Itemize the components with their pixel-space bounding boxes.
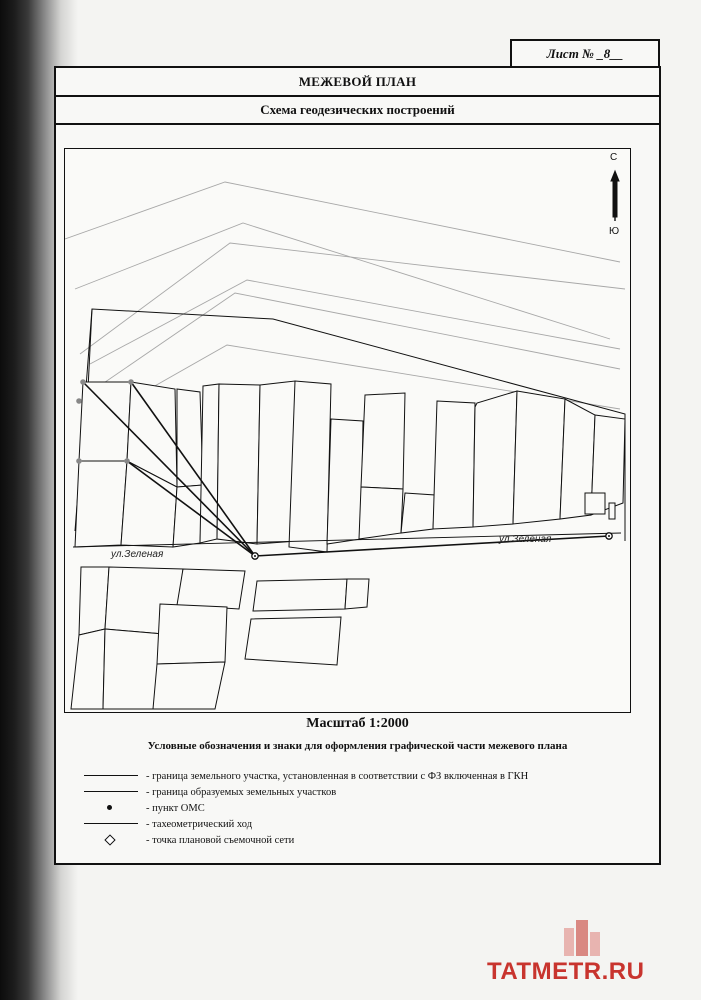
legend-item [84,800,654,816]
sheet-number: Лист № _8__ [510,39,660,68]
legend-text: - тахеометрический ход [146,818,253,830]
parcel [361,393,405,489]
parcel [177,389,203,487]
station-marker [254,555,256,557]
gray-boundary-3 [80,243,625,354]
small-building [585,493,605,514]
parcel [345,579,369,609]
legend-diamond-symbol [84,832,146,848]
gray-boundary-2 [75,223,610,339]
gray-boundary-5 [95,293,620,389]
map-drawing [65,149,630,712]
parcel [253,579,347,611]
parcel [157,604,227,664]
legend-item [84,832,654,848]
watermark-logo-icon [558,918,608,958]
legend-line-symbol [84,768,146,784]
legend-text: - пункт ОМС [146,802,205,814]
small-building [609,503,615,519]
parcel [289,381,331,552]
parcel [433,401,475,529]
parcel [173,485,203,547]
legend-line-symbol [84,784,146,800]
survey-point [76,458,82,464]
parcel [79,567,109,635]
legend-text: - граница образуемых земельных участков [146,786,337,798]
parcel [359,487,403,539]
legend-item [84,784,654,800]
parcel [177,569,245,609]
survey-point [76,398,82,404]
survey-point [128,379,134,385]
document-frame [54,66,661,865]
parcel [153,662,225,709]
legend-item [84,768,654,784]
survey-point [124,458,130,464]
station-marker [608,535,610,537]
parcel [79,382,131,461]
parcel [513,391,565,524]
parcel [473,391,517,527]
legend [84,768,654,848]
gray-boundary-1 [65,182,620,262]
page-subtitle: Схема геодезических построений [56,97,659,125]
survey-map [64,148,631,713]
compass-north-label: С [610,152,618,163]
street-label-left: ул.Зеленая [111,549,164,560]
legend-dot-symbol [84,800,146,816]
compass-south-label: Ю [609,226,620,237]
parcels-lower [71,567,369,709]
page-title: МЕЖЕВОЙ ПЛАН [56,68,659,97]
street-label-right: ул.Зеленая [499,534,552,545]
parcel [245,617,341,665]
parcel [327,419,363,544]
legend-text: - граница земельного участка, установленная в соответствии с ФЗ включенная в ГКН [146,770,529,782]
parcel [217,384,260,544]
legend-line-symbol [84,816,146,832]
map-scale: Масштаб 1:2000 [306,716,409,731]
legend-title: Условные обозначения и знаки для оформления графической части межевого плана [147,740,568,752]
parcels-upper [75,381,625,552]
gray-boundary-4 [90,280,620,364]
legend-text: - точка плановой съемочной сети [146,834,295,846]
legend-item [84,816,654,832]
parcel [71,629,105,709]
parcel [75,461,127,547]
parcel [401,493,435,533]
survey-point [80,379,86,385]
north-arrow-icon [611,171,619,221]
parcel [200,384,219,543]
watermark-text: TATMETR.RU [487,958,645,985]
